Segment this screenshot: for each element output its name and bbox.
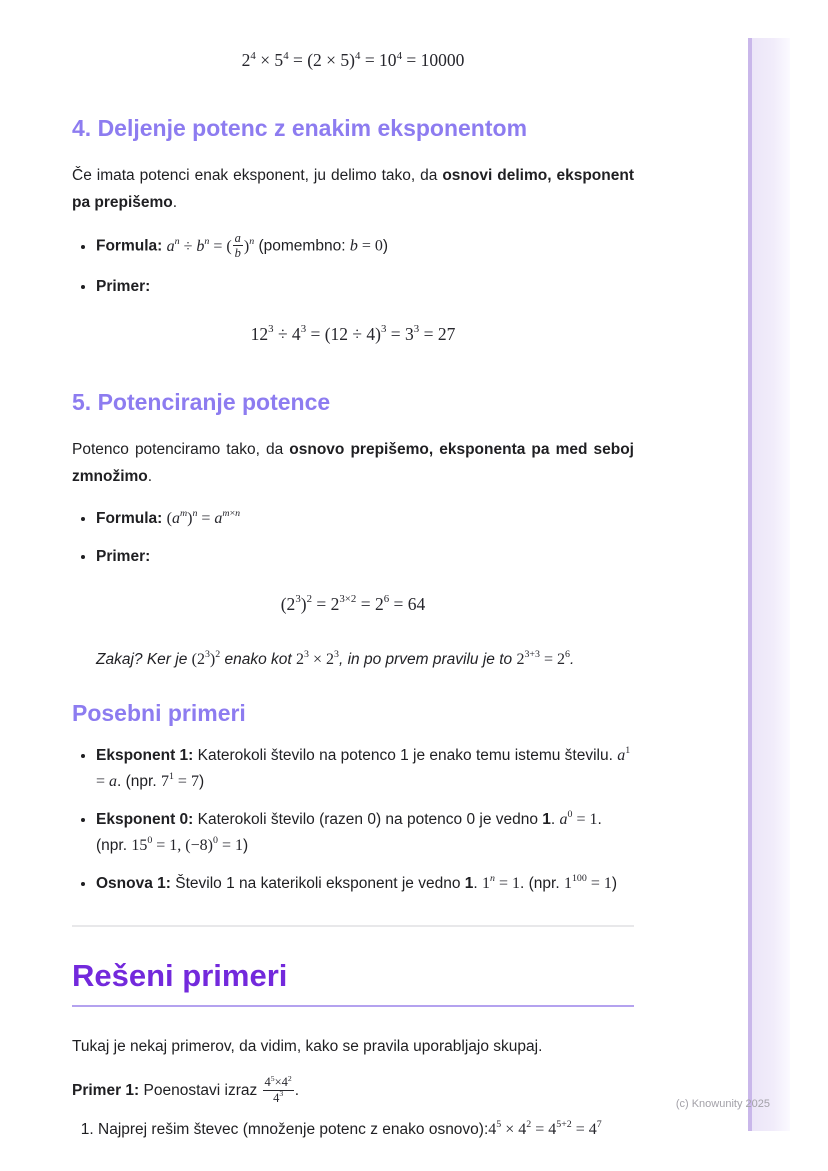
section-divider xyxy=(72,925,634,927)
special-case-exponent-0: • Eksponent 0: Katerokoli število (razen 0) na potenco 0 je vedno 1. $a^0 = 1$. (npr. $15^0 = 1$, $(-8)^0 = 1$) xyxy=(96,807,634,859)
copyright-watermark: (c) Knowunity 2025 xyxy=(675,1098,770,1110)
formula-division-example: $12^3 \div 4^3 = (12 \div 4)^3 = 3^3 = 27$ xyxy=(250,323,456,344)
example-1-step-1: 1. Najprej rešim števec (množenje potenc z enako $osnovo):4^5 \times 4^2 = 4^{5+2} = 4^7$ xyxy=(98,1116,634,1143)
section-5-title: 5. Potenciranje potence xyxy=(72,388,331,415)
special-case-exponent-1: • Eksponent 1: Katerokoli število na potenco 1 je enako temu istemu številu. $a^1 = a$. (npr. $7^1 = 7$) xyxy=(96,743,634,795)
section-4-rule-text: Če imata potenci enak eksponent, ju delimo tako, da osnovi delimo, eksponent pa prepišemo. xyxy=(72,167,634,211)
section-4-formula-bullet: • Formula: $a^n \div b^n$ = ( $\frac{a}{b}$ )$^n$ (pomembno: b = 0) xyxy=(96,232,634,262)
formula-power-of-power-example: $(2^3)^2 = 2^{3\times 2} = 2^6 = 64$ xyxy=(280,593,426,614)
special-cases-list xyxy=(72,743,634,897)
section-5-bullet-list xyxy=(72,506,634,570)
section-5-rule-text: Potenco potenciramo tako, da osnovo prepišemo, eksponenta pa med seboj zmnožimo. xyxy=(72,440,634,485)
example-1-statement: Primer 1: Poenostavi izraz $\frac{4^5\times 4^2}{4^3}$ . xyxy=(72,1073,300,1105)
why-note: Zakaj? Ker je $(2^3)^2$ enako kot $2^3 \times 2^3$, in po prvem pravilu je to $2^{3+3} = 2^6$. xyxy=(96,648,575,668)
page-edge-strip xyxy=(748,38,790,1131)
section-5-formula-bullet: • Formula: $(a^m)^n = a^{m\times n}$ xyxy=(96,506,634,532)
example-1-steps xyxy=(72,1116,634,1143)
section-5-primer-bullet: • Primer: xyxy=(96,544,634,570)
section-4-primer-bullet: • Primer: xyxy=(96,274,634,300)
solved-examples-intro: Tukaj je nekaj primerov, da vidim, kako se pravila uporabljajo skupaj. xyxy=(72,1037,543,1055)
section-4-title: 4. Deljenje potenc z enakim eksponentom xyxy=(72,115,528,141)
solved-examples-title: Rešeni primeri xyxy=(72,957,634,1007)
formula-product-same-exponent: $2^4 \times 5^4 = (2 \times 5)^4 = 10^4 = 10000$ xyxy=(241,49,465,70)
special-case-base-1: • Osnova 1: Število 1 na katerikoli eksponent je vedno 1. $1^n = 1$. (npr. $1^{100} = 1$) xyxy=(96,871,634,897)
special-cases-title: Posebni primeri xyxy=(72,699,246,726)
section-4-bullet-list xyxy=(72,232,634,300)
